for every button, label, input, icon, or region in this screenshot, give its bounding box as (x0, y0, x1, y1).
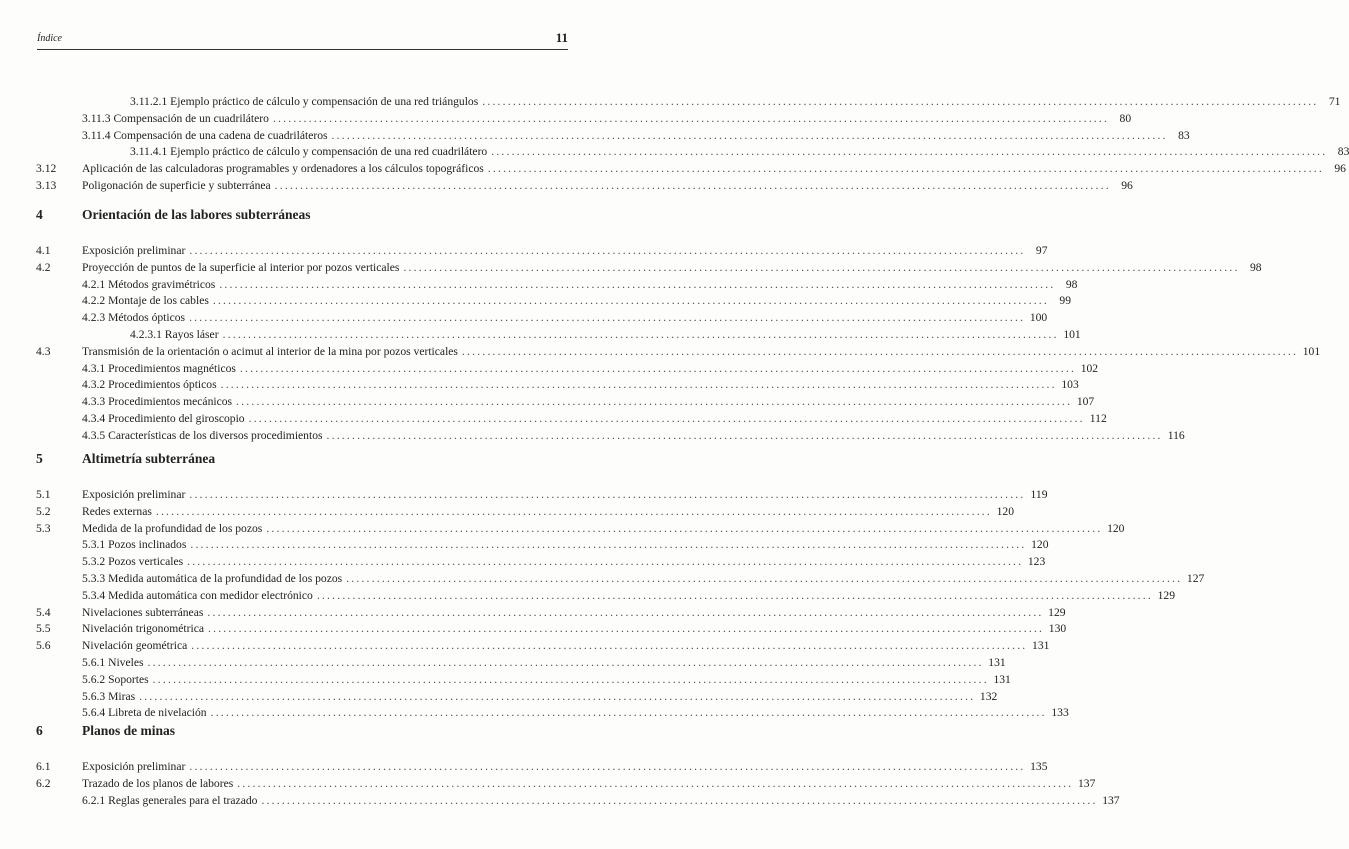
dot-leader: .................................................................................................................................................................... (155, 504, 993, 518)
dot-leader: .................................................................................................................................................................... (316, 588, 1153, 602)
dot-leader: .................................................................................................................................................................... (207, 605, 1044, 619)
section-title: 5.6.2 Soportes (82, 672, 149, 686)
toc-entry (0, 621, 1067, 637)
section-title: 4.2.1 Métodos gravimétricos (82, 277, 216, 291)
toc-entry (0, 310, 1048, 326)
page-number: 120 (1031, 538, 1049, 552)
dot-leader: .................................................................................................................................................................... (219, 277, 1056, 291)
dot-leader: .................................................................................................................................................................... (261, 793, 1098, 807)
toc-entry (0, 327, 1081, 343)
dot-leader: .................................................................................................................................................................... (331, 128, 1168, 142)
dot-leader: .................................................................................................................................................................... (152, 672, 989, 686)
toc-entry (0, 793, 1120, 809)
section-title: Poligonación de superficie y subterránea (82, 179, 271, 192)
section-title: 4.3.5 Características de los diversos procedimientos (82, 428, 323, 442)
dot-leader: .................................................................................................................................................................... (190, 538, 1027, 552)
toc-entry (0, 638, 1050, 654)
dot-leader: .................................................................................................................................................................... (346, 572, 1183, 585)
page-number: 83 (1337, 145, 1349, 159)
dot-leader: .................................................................................................................................................................... (147, 656, 984, 669)
dot-leader: .................................................................................................................................................................... (191, 639, 1028, 653)
section-number: 3.13 (36, 179, 57, 192)
toc-entry (0, 377, 1079, 393)
dot-leader: .................................................................................................................................................................... (236, 395, 1073, 409)
page-number: 131 (993, 672, 1011, 686)
page-number: 116 (1167, 428, 1185, 442)
toc-entry (0, 260, 1262, 276)
page-number: 98 (1065, 277, 1078, 291)
page-number: 96 (1121, 179, 1133, 192)
toc-entry (0, 571, 1205, 587)
dot-leader: .................................................................................................................................................................... (189, 244, 1026, 257)
toc-entry (0, 655, 1006, 671)
toc-entry (0, 411, 1107, 427)
page-number: 100 (1029, 311, 1048, 325)
toc-entry (0, 554, 1046, 570)
dot-leader: .................................................................................................................................................................... (237, 776, 1074, 790)
page-number: 98 (1250, 260, 1262, 274)
dot-leader: .................................................................................................................................................................... (187, 555, 1024, 569)
section-number: 5.3 (36, 521, 51, 535)
toc-entry (0, 144, 1349, 160)
section-title: 4.2.3.1 Rayos láser (130, 328, 219, 341)
header-page-number: 11 (555, 30, 568, 45)
section-number: 6.2 (36, 776, 51, 790)
toc-entry (0, 111, 1132, 127)
toc-entry (0, 277, 1078, 293)
toc-entry (0, 605, 1066, 621)
page-number: 119 (1030, 488, 1048, 501)
chapter-title: Altimetría subterránea (82, 451, 216, 466)
toc-entry (0, 672, 1011, 688)
section-number: 4.2 (36, 260, 51, 274)
section-title: 4.2.3 Métodos ópticos (82, 311, 186, 325)
toc-entry (0, 521, 1125, 537)
page-number: 102 (1080, 361, 1099, 375)
section-title: 6.2.1 Reglas generales para el trazado (82, 793, 258, 807)
section-title: 4.3.1 Procedimientos magnéticos (82, 361, 236, 375)
dot-leader: .................................................................................................................................................................... (212, 294, 1050, 308)
toc-entry (0, 361, 1099, 377)
toc-entry (0, 243, 1048, 259)
toc-entry (0, 487, 1048, 503)
toc-entry (0, 178, 1133, 194)
section-number: 5.4 (36, 605, 51, 619)
dot-leader: .................................................................................................................................................................... (482, 95, 1319, 108)
page-number: 137 (1078, 776, 1096, 790)
toc-entry (0, 705, 1069, 721)
section-title: 4.3.3 Procedimientos mecánicos (82, 395, 233, 409)
section-title: Nivelación trigonométrica (82, 622, 205, 636)
section-title: Transmisión de la orientación o acimut al interior de la mina por pozos verticales (82, 344, 458, 358)
page-number: 80 (1119, 111, 1132, 125)
section-title: Exposición preliminar (82, 760, 186, 773)
dot-leader: .................................................................................................................................................................... (326, 428, 1163, 442)
page-number: 120 (996, 504, 1015, 518)
dot-leader: .................................................................................................................................................................... (248, 412, 1085, 425)
chapter-title: Orientación de las labores subterráneas (82, 207, 311, 222)
dot-leader: .................................................................................................................................................................... (210, 706, 1047, 720)
toc-entry (0, 428, 1185, 444)
section-title: 4.3.2 Procedimientos ópticos (82, 378, 217, 392)
chapter-number: 5 (36, 451, 43, 466)
dot-leader: .................................................................................................................................................................... (189, 488, 1026, 501)
dot-leader: .................................................................................................................................................................... (461, 344, 1299, 358)
toc-entry (0, 588, 1175, 604)
page-number: 131 (988, 656, 1006, 669)
page-number: 130 (1048, 622, 1067, 636)
page-number: 101 (1302, 344, 1321, 358)
section-title: 5.6.1 Niveles (82, 656, 144, 669)
section-number: 5.1 (36, 488, 51, 501)
section-title: Medida de la profundidad de los pozos (82, 521, 263, 535)
page-number: 129 (1157, 588, 1175, 602)
page-number: 120 (1107, 521, 1125, 535)
running-header (37, 30, 568, 50)
dot-leader: .................................................................................................................................................................... (222, 328, 1059, 341)
page-number: 135 (1030, 760, 1048, 773)
section-number: 5.5 (36, 622, 51, 636)
toc-entry (0, 689, 998, 705)
page-number: 97 (1035, 244, 1048, 257)
dot-leader: .................................................................................................................................................................... (266, 521, 1103, 535)
page-number: 107 (1076, 395, 1095, 409)
page-number: 112 (1089, 412, 1107, 425)
page-number: 129 (1048, 605, 1066, 619)
section-title: Trazado de los planos de labores (82, 776, 234, 790)
section-number: 4.3 (36, 344, 51, 358)
page-number: 123 (1027, 555, 1046, 569)
page-number: 127 (1186, 572, 1205, 585)
toc-entry (0, 394, 1095, 410)
dot-leader: .................................................................................................................................................................... (239, 361, 1077, 375)
dot-leader: .................................................................................................................................................................... (208, 622, 1045, 636)
dot-leader: .................................................................................................................................................................... (491, 145, 1328, 159)
section-title: 5.3.3 Medida automática de la profundidad de los pozos (82, 572, 343, 585)
dot-leader: .................................................................................................................................................................... (403, 260, 1240, 274)
section-title: Exposición preliminar (82, 244, 186, 257)
section-title: Exposición preliminar (82, 488, 186, 501)
section-title: Redes externas (82, 504, 152, 518)
section-title: 5.6.4 Libreta de nivelación (82, 706, 207, 720)
section-title: Nivelaciones subterráneas (82, 605, 204, 619)
dot-leader: .................................................................................................................................................................... (272, 111, 1110, 125)
page-number: 131 (1032, 639, 1050, 653)
section-number: 6.1 (36, 760, 51, 773)
section-title: 3.11.4 Compensación de una cadena de cuadriláteros (82, 128, 328, 142)
chapter-number: 4 (36, 207, 43, 222)
toc-entry (0, 161, 1346, 177)
toc-entry (0, 94, 1341, 110)
section-title: Nivelación geométrica (82, 639, 188, 653)
toc-entry (0, 504, 1015, 520)
dot-leader: .................................................................................................................................................................... (274, 179, 1111, 192)
section-number: 4.1 (36, 244, 51, 257)
section-title: 4.3.4 Procedimiento del giroscopio (82, 412, 245, 425)
section-title: 5.3.2 Pozos verticales (82, 555, 184, 569)
dot-leader: .................................................................................................................................................................... (139, 689, 976, 703)
toc-entry (0, 537, 1049, 553)
section-number: 5.2 (36, 504, 51, 518)
chapter-title: Planos de minas (82, 723, 176, 738)
page-number: 99 (1059, 294, 1072, 308)
dot-leader: .................................................................................................................................................................... (487, 162, 1324, 176)
section-title: 5.3.1 Pozos inclinados (82, 538, 187, 552)
section-number: 5.6 (36, 639, 51, 653)
toc-entry (0, 128, 1190, 144)
section-number: 3.12 (36, 162, 57, 176)
section-title: 5.6.3 Miras (82, 689, 136, 703)
section-title: Aplicación de las calculadoras programables y ordenadores a los cálculos topográficos (82, 162, 484, 176)
page-number: 137 (1102, 793, 1120, 807)
toc-entry (0, 776, 1096, 792)
dot-leader: .................................................................................................................................................................... (220, 378, 1057, 392)
dot-leader: .................................................................................................................................................................... (189, 311, 1026, 325)
toc-entry (0, 293, 1072, 309)
section-title: 3.11.4.1 Ejemplo práctico de cálculo y compensación de una red cuadrilátero (130, 145, 488, 159)
section-title: 4.2.2 Montaje de los cables (82, 294, 209, 308)
page-number: 83 (1178, 128, 1190, 142)
toc-entry (0, 759, 1048, 775)
section-title: 3.11.3 Compensación de un cuadrilátero (82, 111, 269, 125)
page-number: 132 (979, 689, 998, 703)
page-number: 71 (1328, 95, 1341, 108)
section-title: 3.11.2.1 Ejemplo práctico de cálculo y compensación de una red triángulos (130, 95, 479, 108)
page-number: 101 (1063, 328, 1081, 341)
header-title: Índice (37, 33, 62, 44)
toc-entry (0, 344, 1321, 360)
chapter-number: 6 (36, 723, 43, 738)
page-number: 103 (1061, 378, 1079, 392)
section-title: Proyección de puntos de la superficie al interior por pozos verticales (82, 260, 400, 274)
page-number: 133 (1051, 706, 1069, 720)
section-title: 5.3.4 Medida automática con medidor electrónico (82, 588, 313, 602)
page-number: 96 (1334, 162, 1346, 176)
dot-leader: .................................................................................................................................................................... (189, 760, 1026, 773)
